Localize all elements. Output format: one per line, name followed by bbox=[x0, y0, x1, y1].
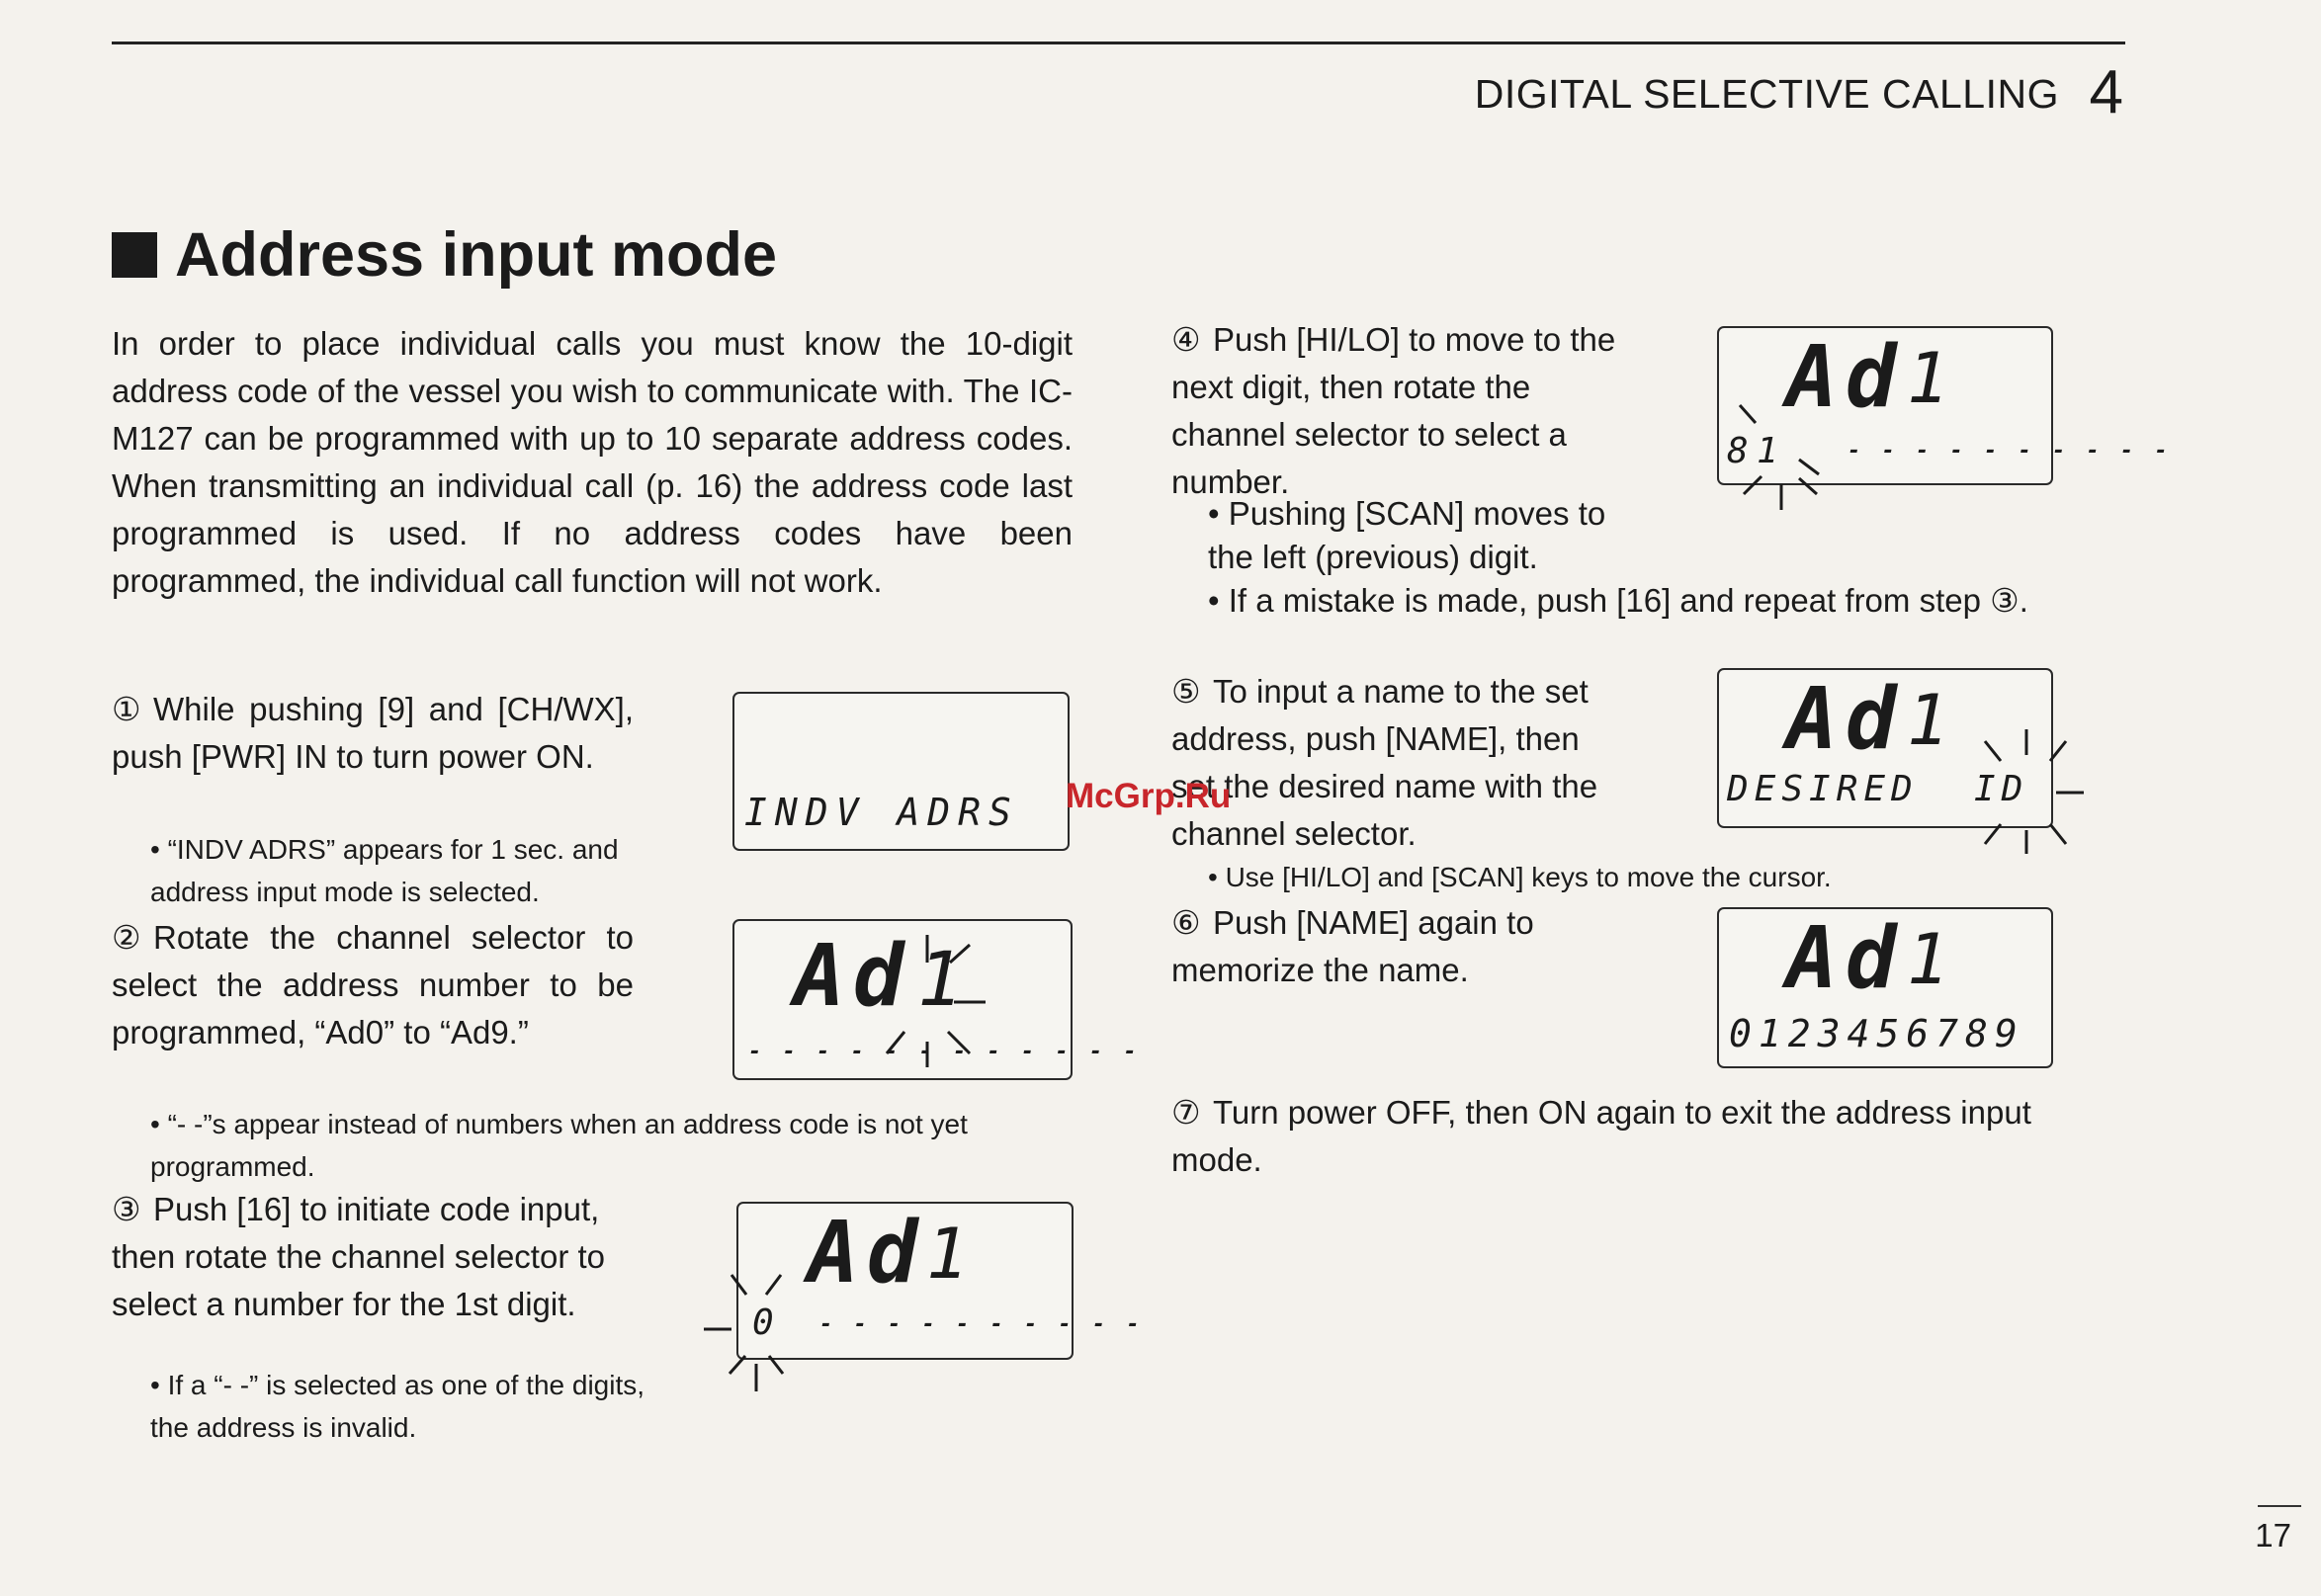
lcd-blinking-digit: 1 bbox=[1757, 431, 1784, 471]
lcd-dashes: - - - - - - - - - - bbox=[819, 1312, 1144, 1337]
step-5 bbox=[1171, 668, 1626, 858]
lcd-address-digit: 1 bbox=[1907, 338, 1949, 419]
step-3-note: • If a “- -” is selected as one of the digits, the address is invalid. bbox=[150, 1370, 645, 1443]
step-text: To input a name to the set address, push [NAME], then set the desired name with the channel selector. bbox=[1171, 673, 1598, 852]
lcd-address-digit: 1 bbox=[917, 935, 963, 1023]
lcd-dashes: - - - - - - - - - - bbox=[1848, 439, 2172, 463]
page-number: 17 bbox=[2255, 1517, 2291, 1554]
step-text: Push [HI/LO] to move to the next digit, then rotate the channel selector to select a number. bbox=[1171, 321, 1616, 500]
lcd-address-digit: 1 bbox=[1907, 680, 1949, 761]
chapter-title: DIGITAL SELECTIVE CALLING bbox=[1474, 71, 2059, 117]
step-7 bbox=[1171, 1089, 2081, 1184]
lcd-blinking-cursor: ID bbox=[1974, 769, 2029, 809]
lcd-display-2 bbox=[732, 919, 1141, 1080]
step-text: Turn power OFF, then ON again to exit the address input mode. bbox=[1171, 1094, 2031, 1178]
blink-rays-icon bbox=[1967, 727, 2086, 856]
step-number: ⑤ bbox=[1171, 673, 1201, 710]
step-2 bbox=[112, 914, 634, 1056]
page-corner-rule bbox=[2258, 1505, 2301, 1507]
step-4 bbox=[1171, 316, 1626, 506]
square-bullet-icon bbox=[112, 232, 157, 278]
lcd-address-label: Ad bbox=[1786, 670, 1905, 769]
step-number: ① bbox=[112, 691, 141, 727]
lcd-dashes: - - - - - - - - - - - - bbox=[748, 1040, 1141, 1064]
step-number: ③ bbox=[112, 1191, 141, 1227]
lcd-previous-digit: 8 bbox=[1727, 431, 1755, 471]
step-1-note: • “INDV ADRS” appears for 1 sec. and address input mode is selected. bbox=[150, 834, 619, 907]
lcd-name-text: 0123456789 bbox=[1729, 1012, 2024, 1055]
header-rule bbox=[112, 42, 2125, 44]
lcd-address-label: Ad bbox=[808, 1204, 926, 1302]
step-5-note: • Use [HI/LO] and [SCAN] keys to move the cursor. bbox=[1208, 862, 1832, 892]
blink-rays-icon bbox=[1730, 395, 1829, 512]
lcd-address-digit: 1 bbox=[926, 1214, 969, 1295]
step-4-note-2: • If a mistake is made, push [16] and repeat from step ③. bbox=[1208, 582, 2028, 619]
step-number: ⑦ bbox=[1171, 1094, 1201, 1131]
lcd-name-text: DESIRED bbox=[1727, 769, 1919, 809]
chapter-number: 4 bbox=[2089, 58, 2123, 126]
section-heading bbox=[112, 219, 777, 291]
section-title: Address input mode bbox=[175, 220, 778, 290]
lcd-address-label: Ad bbox=[794, 927, 912, 1026]
step-number: ④ bbox=[1171, 321, 1201, 358]
step-4-note-1: • Pushing [SCAN] moves to the left (previous) digit. bbox=[1208, 495, 1606, 575]
lcd-address-label: Ad bbox=[1786, 909, 1905, 1008]
lcd-address-digit: 1 bbox=[1907, 919, 1949, 1000]
lcd-address-label: Ad bbox=[1786, 328, 1905, 427]
intro-paragraph: In order to place individual calls you must know the 10-digit address code of the vessel you wish to communicate with. The IC-M127 can be programmed with up to 10 separate address codes. When transmitting an individual call (p. 16) the address code last programmed is used. If no address codes have been programmed, the individual call function will not work. bbox=[112, 325, 1073, 599]
blink-rays-icon bbox=[702, 1265, 811, 1393]
lcd-display-1 bbox=[732, 692, 1070, 851]
step-text: Rotate the channel selector to select the address number to be programmed, “Ad0” to “Ad9.” bbox=[112, 919, 634, 1050]
lcd-text: INDV ADRS bbox=[744, 791, 1019, 834]
lcd-display-6 bbox=[1717, 907, 2053, 1068]
step-number: ⑥ bbox=[1171, 904, 1201, 941]
step-number: ② bbox=[112, 919, 141, 956]
step-2-note: • “- -”s appear instead of numbers when an address code is not yet programmed. bbox=[150, 1109, 968, 1182]
step-3 bbox=[112, 1186, 645, 1328]
step-text: While pushing [9] and [CH/WX], push [PWR] IN to turn power ON. bbox=[112, 691, 634, 775]
watermark: McGrp.Ru bbox=[1066, 777, 1232, 815]
step-1 bbox=[112, 686, 634, 781]
step-text: Push [16] to initiate code input, then rotate the channel selector to select a number for the 1st digit. bbox=[112, 1191, 605, 1322]
step-text: Push [NAME] again to memorize the name. bbox=[1171, 904, 1534, 988]
lcd-blinking-digit: 0 bbox=[752, 1302, 780, 1343]
step-6 bbox=[1171, 899, 1626, 994]
